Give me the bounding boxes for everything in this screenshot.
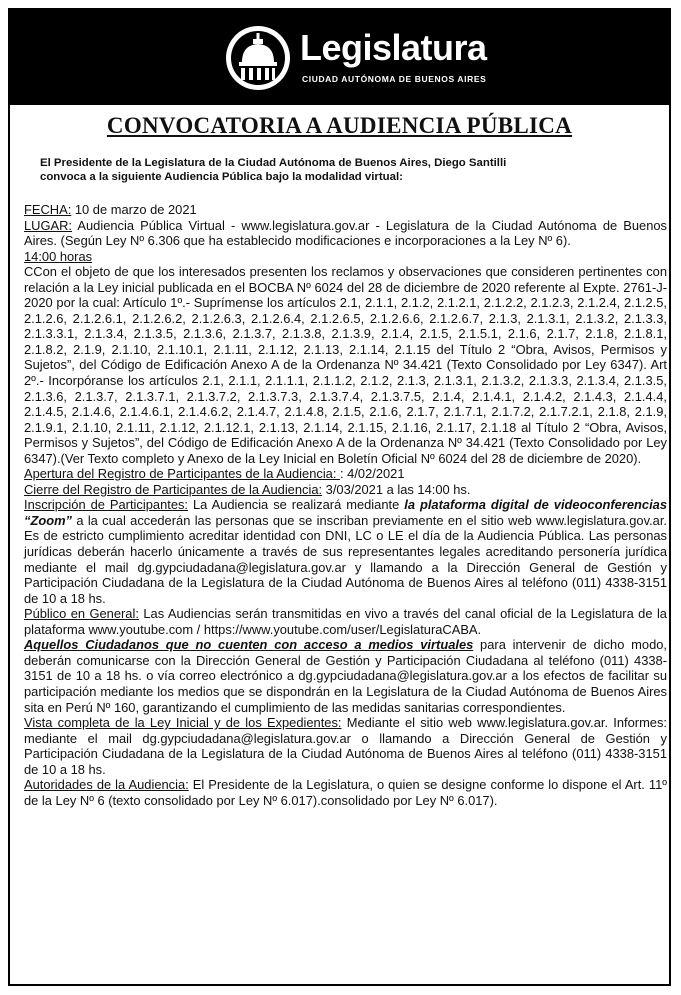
lugar-paragraph bbox=[24, 218, 667, 249]
cierre-paragraph bbox=[24, 482, 667, 498]
fecha-paragraph bbox=[24, 202, 667, 218]
brand-name: Legislatura bbox=[300, 27, 487, 68]
legislatura-dome-icon bbox=[224, 24, 292, 92]
cierre-value: 3/03/2021 a las 14:00 hs. bbox=[322, 481, 471, 497]
fecha-value: 10 de marzo de 2021 bbox=[71, 202, 197, 217]
apertura-paragraph bbox=[24, 466, 667, 482]
inscripcion-paragraph bbox=[24, 497, 667, 606]
apertura-value: : 4/02/2021 bbox=[340, 466, 405, 482]
vista-paragraph bbox=[24, 715, 667, 777]
sin-acceso-paragraph bbox=[24, 637, 667, 715]
intro-text bbox=[40, 156, 650, 184]
vista-label: Vista completa de la Ley Inicial y de los Expedientes: bbox=[24, 715, 342, 731]
inscripcion-post: a la cual accederán las personas que se inscriban previamente en el sitio web www.legislatura.gov.ar. Es de estricto cumplimiento acreditar identidad con DNI, LC o LE el día de la Audiencia Pública. Las personas jurídicas deberán hacerlo únicamente a través de sus representantes legales acreditando personería jurídica mediante el mail dg.gypciudadana@legislatura.gov.ar y llamando a la Dirección General de Gestión y Participación Ciudadana de la Legislatura de la Ciudad Autónoma de Buenos Aires al teléfono (011) 4338-3151 de 10 a 18 hs. bbox=[24, 512, 667, 606]
lugar-value: Audiencia Pública Virtual - www.legislatura.gov.ar - Legislatura de la Ciudad Autónoma de Buenos Aires. (Según Ley Nº 6.306 que ha establecido modificaciones e incorporaciones a la Ley Nº 6). bbox=[24, 217, 667, 249]
cierre-label: Cierre del Registro de Participantes de la Audiencia: bbox=[24, 481, 323, 497]
notice-title: CONVOCATORIA A AUDIENCIA PÚBLICA bbox=[106, 113, 573, 138]
autoridades-value: El Presidente de la Legislatura, o quien se designe conforme lo dispone el Art. 11º de la Ley Nº 6 (texto consolidado por Ley Nº 6.017).consolidado por Ley Nº 6.017). bbox=[24, 777, 667, 808]
fecha-label: FECHA: bbox=[24, 202, 72, 217]
publico-paragraph bbox=[24, 606, 667, 637]
autoridades-label: Autoridades de la Audiencia: bbox=[24, 777, 189, 793]
publico-label: Público en General: bbox=[24, 606, 139, 622]
inscripcion-emphasis: la plataforma digital de videoconferencias “Zoom” bbox=[24, 497, 668, 528]
lugar-label: LUGAR: bbox=[24, 217, 72, 233]
notice-body bbox=[24, 202, 667, 808]
sin-acceso-label: Aquellos Ciudadanos que no cuenten con acceso a medios virtuales bbox=[24, 637, 474, 653]
intro-line-1: El Presidente de la Legislatura de la Ciudad Autónoma de Buenos Aires, Diego Santilli bbox=[40, 157, 507, 169]
brand-subtitle: CIUDAD AUTÓNOMA DE BUENOS AIRES bbox=[302, 74, 487, 84]
header-banner bbox=[10, 10, 669, 105]
inscripcion-label: Inscripción de Participantes: bbox=[24, 497, 189, 513]
autoridades-paragraph bbox=[24, 777, 667, 808]
objeto-paragraph: CCon el objeto de que los interesados presenten los reclamos y observaciones que consideren pertinentes con relación a la Ley inicial publicada en el BOCBA Nº 6024 del 28 de diciembre de 2020 referente al Expte. 2761-J-2020 por la cual: Artículo 1º.- Suprímense los artículos 2.1, 2.1.1, 2.1.2, 2.1.2.1, 2.1.2.2, 2.1.2.3, 2.1.2.4, 2.1.2.5, 2.1.2.6, 2.1.2.6.1, 2.1.2.6.2, 2.1.2.6.3, 2.1.2.6.4, 2.1.2.6.5, 2.1.2.6.6, 2.1.2.6.7, 2.1.3, 2.1.3.1, 2.1.3.2, 2.1.3.3, 2.1.3.3.1, 2.1.3.4, 2.1.3.5, 2.1.3.6, 2.1.3.7, 2.1.3.8, 2.1.3.9, 2.1.4, 2.1.5, 2.1.5.1, 2.1.6, 2.1.7, 2.1.8, 2.1.8.1, 2.1.8.2, 2.1.9, 2.1.10, 2.1.10.1, 2.1.11, 2.1.12, 2.1.13, 2.1.14, 2.1.15 del Título 2 “Obra, Avisos, Permisos y Sujetos”, del Código de Edificación Anexo A de la Ordenanza Nº 34.421 (Texto Consolidado por Ley 6347). Art 2º.- Incorpóranse los artículos 2.1, 2.1.1, 2.1.1.1, 2.1.1.2, 2.1.2, 2.1.3, 2.1.3.1, 2.1.3.2, 2.1.3.3, 2.1.3.4, 2.1.3.5, 2.1.3.6, 2.1.3.7, 2.1.3.7.1, 2.1.3.7.2, 2.1.3.7.3, 2.1.3.7.4, 2.1.3.7.5, 2.1.4, 2.1.4.1, 2.1.4.2, 2.1.4.3, 2.1.4.4, 2.1.4.5, 2.1.4.6, 2.1.4.6.1, 2.1.4.6.2, 2.1.4.7, 2.1.4.8, 2.1.5, 2.1.6, 2.1.7, 2.1.7.1, 2.1.7.2, 2.1.7.2.1, 2.1.8, 2.1.9, 2.1.9.1, 2.1.10, 2.1.11, 2.1.12, 2.1.12.1, 2.1.13, 2.1.14, 2.1.15, 2.1.16, 2.1.17, 2.1.18 al Título 2 “Obra, Avisos, Permisos y Sujetos”, del Código de Edificación Anexo A de la Ordenanza Nº 34.421 (Texto Consolidado por Ley 6347).(Ver Texto completo y Anexo de la Ley Inicial en Boletín Oficial Nº 6024 del 28 de diciembre de 2020). bbox=[24, 264, 667, 466]
hora-paragraph: 14:00 horas bbox=[24, 248, 93, 264]
intro-line-2: convoca a la siguiente Audiencia Pública bajo la modalidad virtual: bbox=[40, 171, 403, 183]
sin-acceso-value: para intervenir de dicho modo, deberán comunicarse con la Dirección General de Gestión y Participación Ciudadana al teléfono (011) 4338-3151 de 10 a 18 hs. o vía correo electrónico a dg.gypciudadana@legislatura.gov.ar a los efectos de facilitar su participación mediante los medios que se dispondrán en la Legislatura de la Ciudad Autónoma de Buenos Aires sita en Perú Nº 160, garantizando el cumplimiento de las medidas sanitarias correspondientes. bbox=[24, 637, 667, 715]
notice-frame bbox=[8, 8, 671, 986]
vista-value: Mediante el sitio web www.legislatura.gov.ar. Informes: mediante el mail dg.gypciudadana@legislatura.gov.ar o llamando a Dirección General de Gestión y Participación Ciudadana de la Legislatura de la Ciudad Autónoma de Buenos Aires al teléfono (011) 4338-3151 de 10 a 18 hs. bbox=[24, 715, 667, 777]
publico-value: Las Audiencias serán transmitidas en vivo a través del canal oficial de la Legislatura de la plataforma www.youtube.com / https://www.youtube.com/user/LegislaturaCABA. bbox=[24, 606, 667, 637]
apertura-label: Apertura del Registro de Participantes de la Audiencia: bbox=[24, 466, 341, 482]
inscripcion-pre: La Audiencia se realizará mediante bbox=[188, 497, 405, 513]
